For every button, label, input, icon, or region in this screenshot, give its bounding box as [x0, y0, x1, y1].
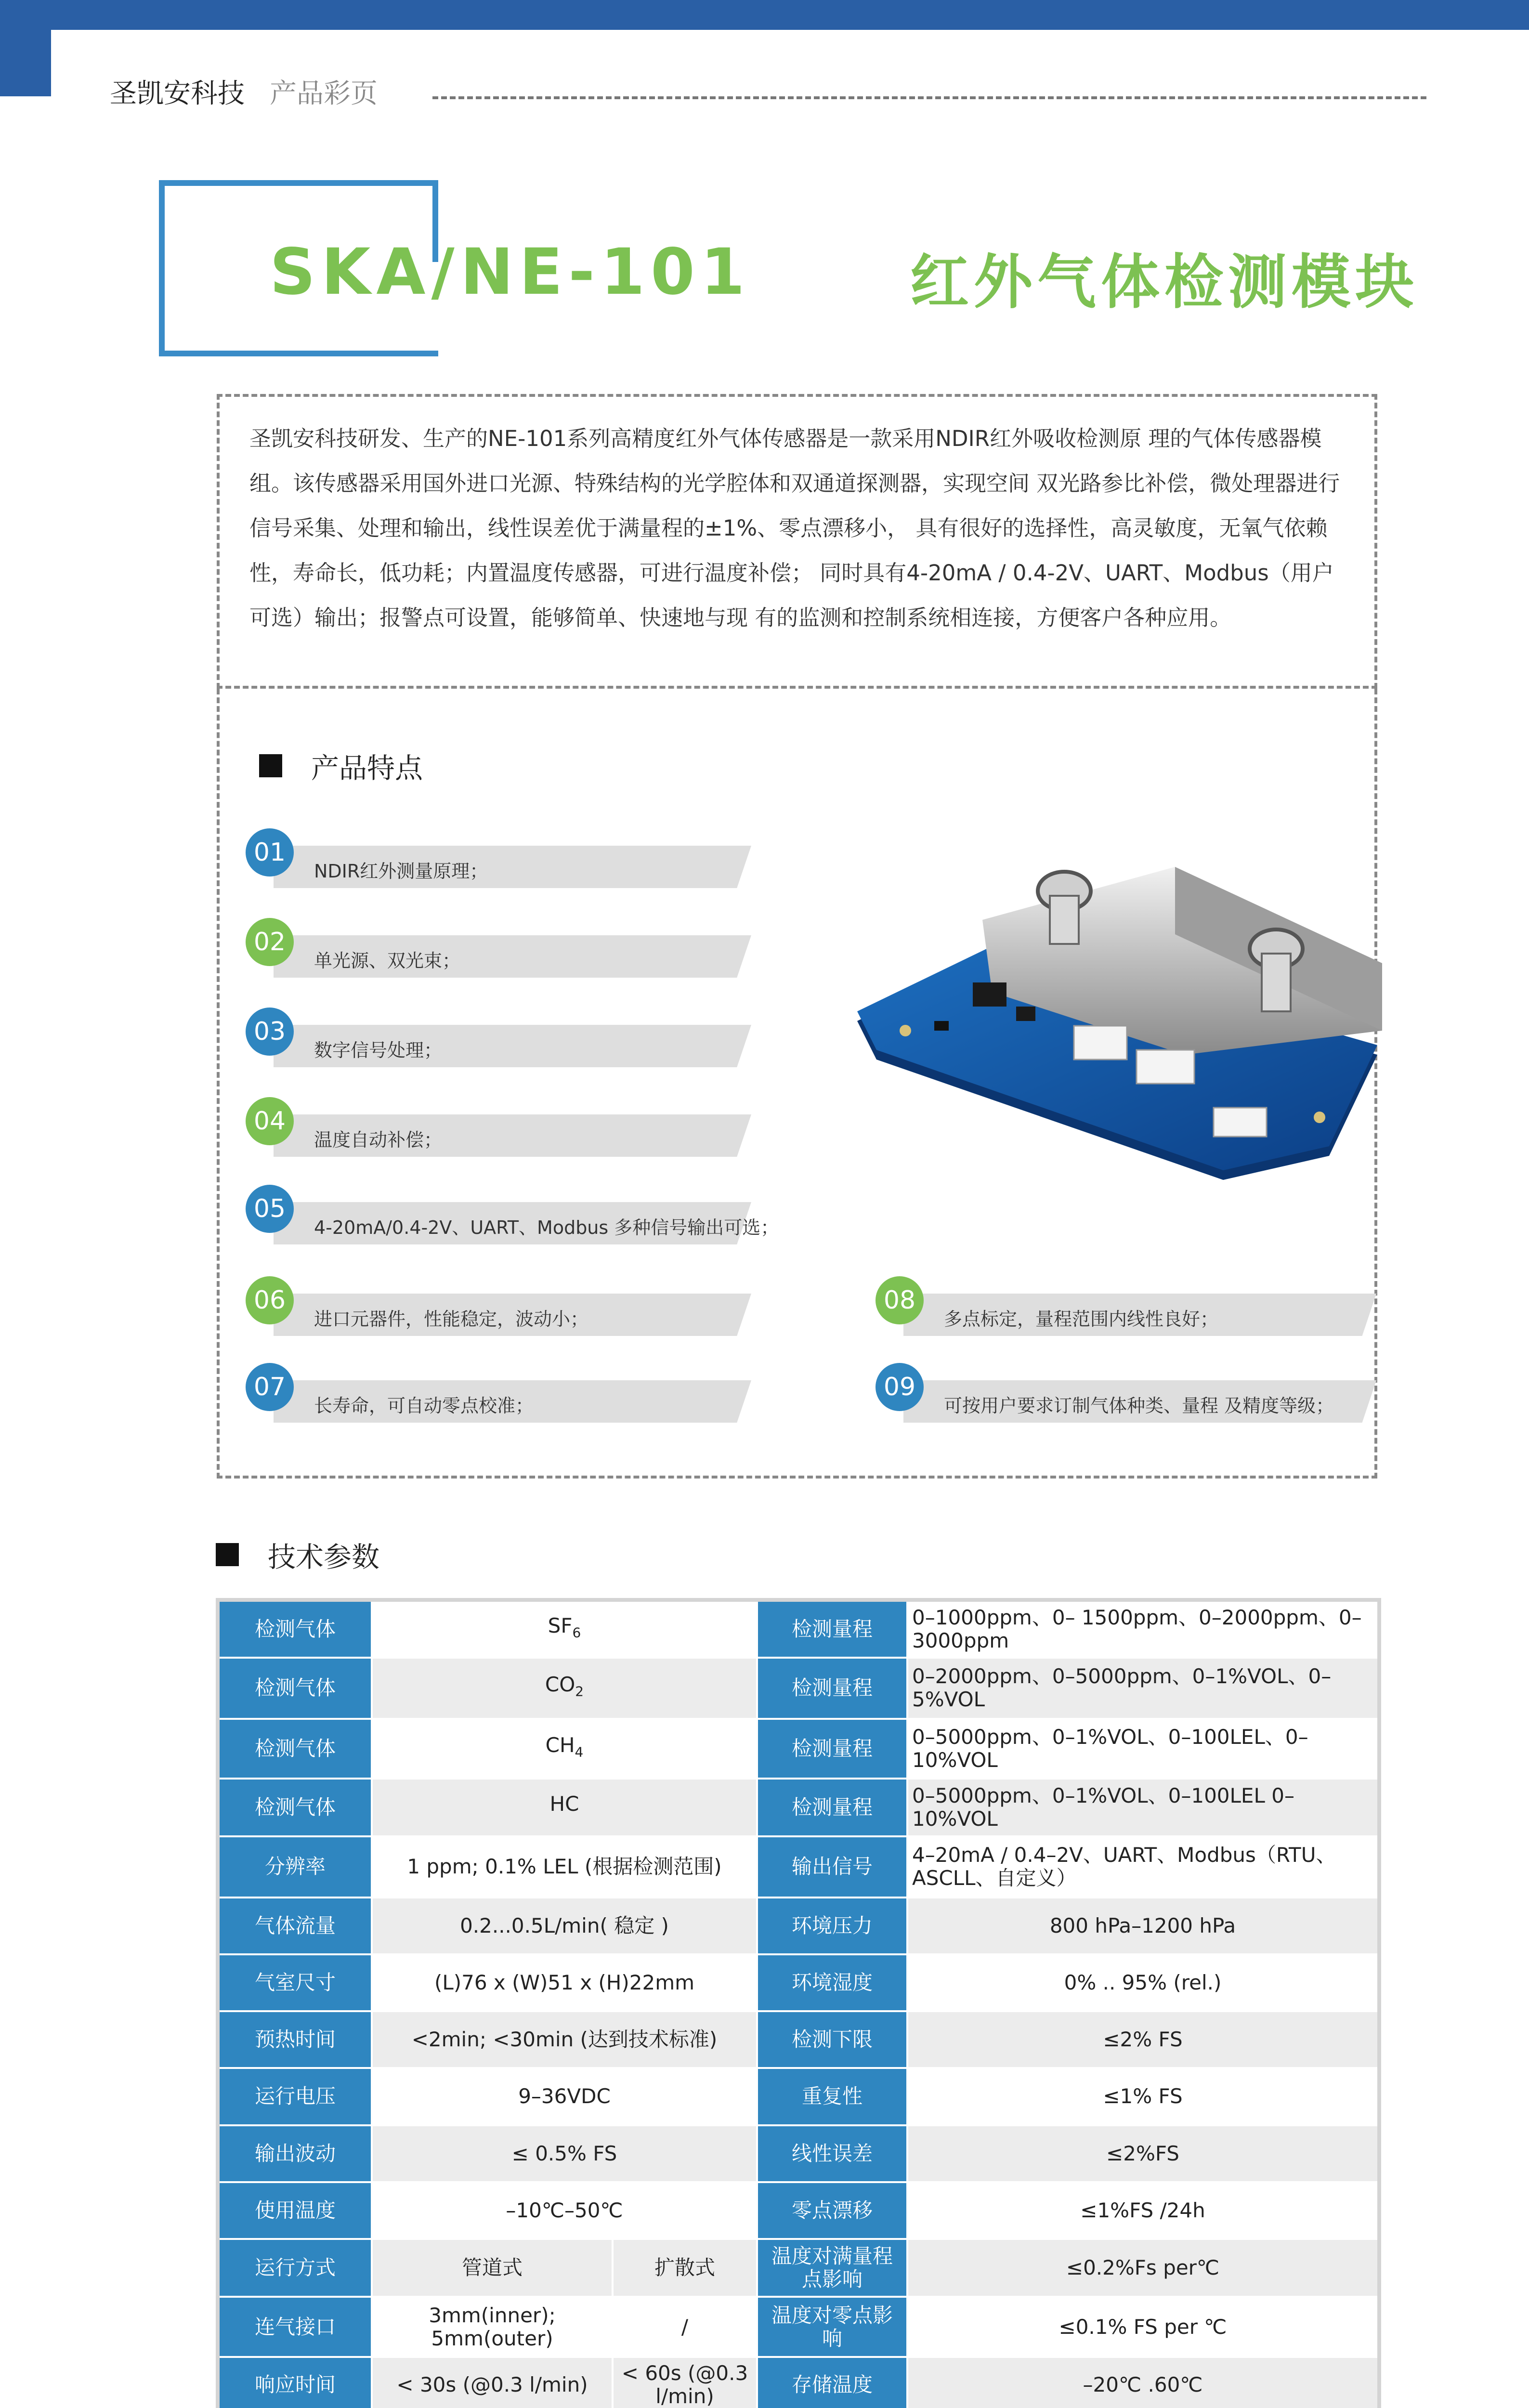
spec-key: 运行电压 — [218, 2068, 372, 2125]
intro-box — [217, 394, 1377, 689]
spec-value: ≤ 0.5% FS — [372, 2125, 757, 2182]
section-name: 产品彩页 — [270, 78, 378, 109]
company-name: 圣凯安科技 — [110, 78, 245, 109]
features-heading-text: 产品特点 — [311, 752, 423, 785]
spec-value: ≤1%FS /24h — [907, 2182, 1379, 2239]
feature-number-badge: 01 — [246, 828, 294, 877]
feature-text: 多点标定，量程范围内线性良好； — [944, 1309, 1219, 1330]
spec-key: 重复性 — [757, 2068, 907, 2125]
feature-number-badge: 08 — [876, 1276, 924, 1324]
spec-value: 1 ppm; 0.1% LEL (根据检测范围) — [372, 1836, 757, 1897]
top-banner — [0, 0, 1529, 30]
gas-formula: HC — [549, 1792, 579, 1816]
heading-square-icon — [259, 754, 282, 777]
feature-number-badge: 05 — [246, 1185, 294, 1233]
spec-key: 使用温度 — [218, 2182, 372, 2239]
specs-heading — [216, 1534, 379, 1575]
spec-value: 0–5000ppm、0–1%VOL、0–100LEL 0–10%VOL — [907, 1779, 1379, 1836]
feature-item — [246, 918, 751, 971]
spec-gas — [372, 1719, 757, 1779]
top-corner-block — [0, 0, 51, 96]
spec-key: 线性误差 — [757, 2125, 907, 2182]
spec-row — [218, 1658, 1379, 1718]
spec-value: ≤2%FS — [907, 2125, 1379, 2182]
title-frame-top — [159, 180, 438, 186]
feature-item — [876, 1276, 1376, 1330]
spec-row — [218, 2297, 1379, 2356]
spec-value: 0–1000ppm、0– 1500ppm、0–2000ppm、0–3000ppm — [907, 1600, 1379, 1658]
heading-square-icon — [216, 1543, 239, 1566]
spec-gas — [372, 1600, 757, 1658]
spec-key: 温度对零点影响 — [757, 2297, 907, 2356]
title-frame-left — [159, 180, 165, 356]
gas-subscript: 6 — [572, 1624, 581, 1641]
spec-key: 响应时间 — [218, 2357, 372, 2408]
spec-value: –10℃–50℃ — [372, 2182, 757, 2239]
spec-key: 预热时间 — [218, 2011, 372, 2068]
feature-number-badge: 03 — [246, 1008, 294, 1056]
spec-key: 温度对满量程点影响 — [757, 2239, 907, 2297]
spec-row — [218, 2011, 1379, 2068]
specs-heading-text: 技术参数 — [268, 1541, 380, 1573]
spec-key: 检测量程 — [757, 1779, 907, 1836]
spec-key: 环境湿度 — [757, 1954, 907, 2011]
spec-key: 输出波动 — [218, 2125, 372, 2182]
feature-item — [246, 1276, 751, 1330]
spec-gas — [372, 1658, 757, 1718]
spec-row — [218, 2182, 1379, 2239]
gas-formula: SF — [548, 1613, 573, 1637]
spec-key: 气体流量 — [218, 1898, 372, 1954]
sensor-module-photo — [848, 848, 1387, 1185]
gas-subscript: 4 — [575, 1744, 584, 1760]
features-heading — [259, 746, 423, 786]
spec-key: 检测气体 — [218, 1779, 372, 1836]
spec-key: 存储温度 — [757, 2357, 907, 2408]
spec-value: –20℃ .60℃ — [907, 2357, 1379, 2408]
spec-value: 9–36VDC — [372, 2068, 757, 2125]
feature-text: 长寿命，可自动零点校准； — [314, 1395, 534, 1416]
spec-key: 检测气体 — [218, 1600, 372, 1658]
title-frame-bottom — [159, 351, 438, 356]
spec-row — [218, 1779, 1379, 1836]
spec-row — [218, 1719, 1379, 1779]
product-model: SKA/NE-101 — [270, 235, 751, 309]
feature-number-badge: 02 — [246, 918, 294, 966]
spec-value: <2min; <30min (达到技术标准) — [372, 2011, 757, 2068]
feature-text: 数字信号处理； — [314, 1040, 443, 1061]
spec-value: 0–5000ppm、0–1%VOL、0–100LEL、0–10%VOL — [907, 1719, 1379, 1779]
spec-value-b: < 60s (@0.3 l/min) — [613, 2357, 757, 2408]
spec-value: 0% .. 95% (rel.) — [907, 1954, 1379, 2011]
feature-text: 温度自动补偿； — [314, 1129, 443, 1151]
feature-text: NDIR红外测量原理； — [314, 861, 488, 882]
feature-item — [246, 1363, 751, 1416]
spec-key: 环境压力 — [757, 1898, 907, 1954]
feature-item — [246, 1008, 751, 1061]
spec-value: ≤2% FS — [907, 2011, 1379, 2068]
spec-value: ≤0.1% FS per ℃ — [907, 2297, 1379, 2356]
feature-number-badge: 06 — [246, 1276, 294, 1324]
spec-value-a: 3mm(inner); 5mm(outer) — [372, 2297, 613, 2356]
gas-subscript: 2 — [575, 1683, 584, 1700]
spec-value-b: / — [613, 2297, 757, 2356]
spec-row — [218, 2357, 1379, 2408]
spec-key: 检测量程 — [757, 1658, 907, 1718]
spec-key: 检测量程 — [757, 1719, 907, 1779]
spec-row — [218, 1898, 1379, 1954]
feature-text: 进口元器件，性能稳定，波动小； — [314, 1309, 589, 1330]
spec-value: 4–20mA / 0.4–2V、UART、Modbus（RTU、ASCLL、自定义） — [907, 1836, 1379, 1897]
spec-key: 检测下限 — [757, 2011, 907, 2068]
spec-row — [218, 2125, 1379, 2182]
spec-key: 零点漂移 — [757, 2182, 907, 2239]
feature-number-badge: 09 — [876, 1363, 924, 1411]
feature-item — [246, 1185, 779, 1238]
spec-row — [218, 1954, 1379, 2011]
spec-value: 0–2000ppm、0–5000ppm、0–1%VOL、0–5%VOL — [907, 1658, 1379, 1718]
spec-row — [218, 1836, 1379, 1897]
spec-key: 分辨率 — [218, 1836, 372, 1897]
product-title: 红外气体检测模块 — [910, 248, 1419, 316]
spec-value-b: 扩散式 — [613, 2239, 757, 2297]
gas-formula: CO — [545, 1673, 575, 1697]
spec-row — [218, 2239, 1379, 2297]
spec-value: 800 hPa–1200 hPa — [907, 1898, 1379, 1954]
spec-row — [218, 2068, 1379, 2125]
feature-text: 4-20mA/0.4-2V、UART、Modbus 多种信号输出可选； — [314, 1217, 779, 1238]
feature-item — [876, 1363, 1376, 1416]
spec-key: 气室尺寸 — [218, 1954, 372, 2011]
spec-value: (L)76 x (W)51 x (H)22mm — [372, 1954, 757, 2011]
spec-key: 检测气体 — [218, 1658, 372, 1718]
feature-number-badge: 07 — [246, 1363, 294, 1411]
header-divider — [432, 96, 1426, 99]
spec-row — [218, 1600, 1379, 1658]
spec-value: ≤1% FS — [907, 2068, 1379, 2125]
spec-key: 运行方式 — [218, 2239, 372, 2297]
spec-key: 输出信号 — [757, 1836, 907, 1897]
feature-text: 可按用户要求订制气体种类、量程 及精度等级； — [944, 1395, 1334, 1416]
spec-key: 检测量程 — [757, 1600, 907, 1658]
feature-number-badge: 04 — [246, 1097, 294, 1145]
spec-key: 连气接口 — [218, 2297, 372, 2356]
feature-item — [246, 1097, 751, 1151]
spec-key: 检测气体 — [218, 1719, 372, 1779]
gas-formula: CH — [545, 1733, 575, 1757]
spec-value-a: 管道式 — [372, 2239, 613, 2297]
spec-value: ≤0.2%Fs per℃ — [907, 2239, 1379, 2297]
intro-text: 圣凯安科技研发、生产的NE-101系列高精度红外气体传感器是一款采用NDIR红外吸收检测原 理的气体传感器模组。该传感器采用国外进口光源、特殊结构的光学腔体和双通道探测器，实现空间 双光路参比补偿，微处理器进行信号采集、处理和输出，线性误差优于满量程的±1%、零点漂移小， 具有很好的选择性，高灵敏度，无氧气依赖性，寿命长，低功耗；内置温度传感器，可进行温度补偿； 同时具有4-20mA / 0.4-2V、UART、Modbus（用户可选）输出；报警点可设置，能够简单、快速地与现 有的监测和控制系统相连接，方便客户各种应用。 — [249, 426, 1340, 630]
spec-value: 0.2...0.5L/min( 稳定 ) — [372, 1898, 757, 1954]
spec-value-a: < 30s (@0.3 l/min) — [372, 2357, 613, 2408]
spec-table — [216, 1598, 1381, 2408]
feature-text: 单光源、双光束； — [314, 950, 461, 971]
spec-gas — [372, 1779, 757, 1836]
feature-item — [246, 828, 751, 882]
